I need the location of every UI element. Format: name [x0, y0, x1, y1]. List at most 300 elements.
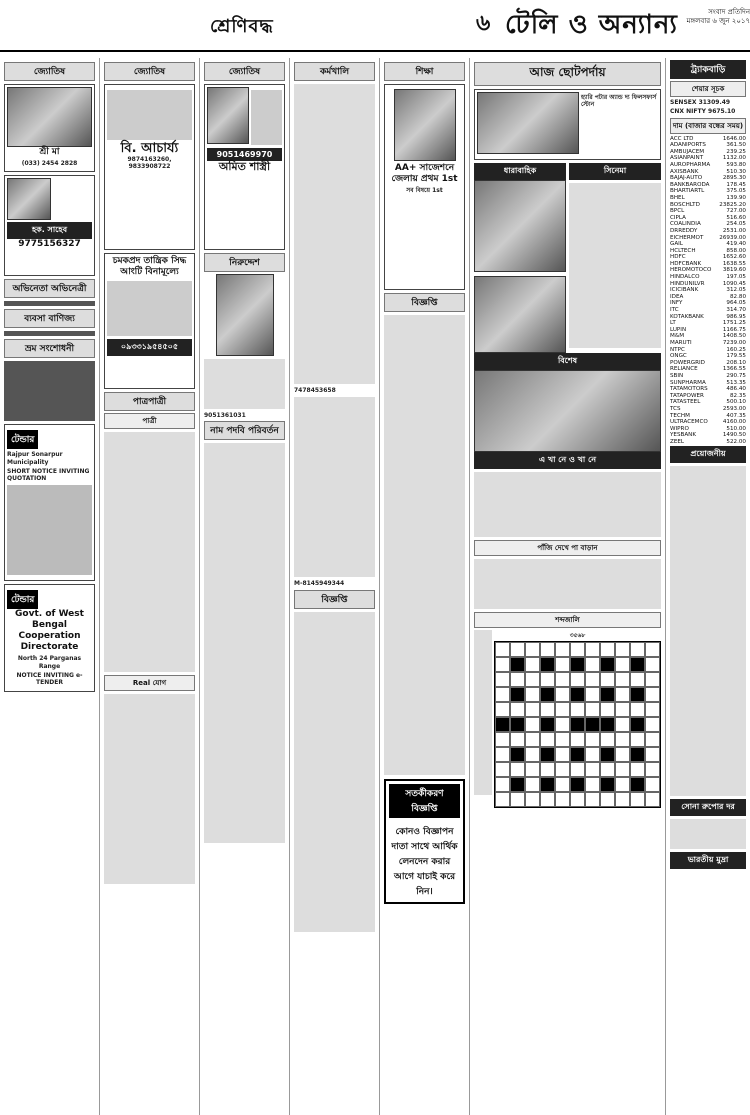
- col4-notice-heading: বিজ্ঞপ্তি: [294, 590, 375, 609]
- crossword-cell: [540, 672, 555, 687]
- stock-price: 239.25: [726, 148, 746, 155]
- shastri-photo: [207, 87, 249, 144]
- now-heading: এ খা নে ও খা নে: [474, 452, 661, 469]
- crossword-cell: [525, 777, 540, 792]
- crossword-cell: [585, 687, 600, 702]
- stock-row: [670, 439, 746, 446]
- astro-ad-2-name: হক. সাহেব: [7, 222, 92, 239]
- stock-row: [670, 195, 746, 202]
- stock-row: [670, 254, 746, 261]
- stock-price: 82.80: [729, 293, 746, 300]
- stock-price: 82.35: [729, 392, 746, 399]
- crossword-cell: [630, 777, 645, 792]
- crossword-cell: [570, 687, 585, 702]
- stock-name: INFY: [670, 300, 683, 307]
- crossword-cell: [615, 732, 630, 747]
- column-4: [290, 58, 380, 1115]
- crossword-cell: [615, 747, 630, 762]
- stock-row: [670, 413, 746, 420]
- crossword-cell: [615, 687, 630, 702]
- stock-name: GAIL: [670, 241, 683, 248]
- crossword-cell: [495, 642, 510, 657]
- stock-row: [670, 373, 746, 380]
- crossword-cell: [630, 732, 645, 747]
- crossword-cell: [495, 792, 510, 807]
- acharya-name: বি. আচার্য্য: [120, 141, 179, 156]
- stock-price: 208.10: [726, 359, 746, 366]
- stock-row: [670, 235, 746, 242]
- crossword-cell: [555, 792, 570, 807]
- crossword-cell: [630, 672, 645, 687]
- stock-row: [670, 274, 746, 281]
- stock-list: [670, 136, 746, 446]
- crossword-cell: [495, 747, 510, 762]
- stock-row: [670, 353, 746, 360]
- crossword-cell: [630, 642, 645, 657]
- now-text: [474, 472, 661, 537]
- stock-row: [670, 340, 746, 347]
- stock-price: 407.35: [726, 412, 746, 419]
- crossword-cell: [510, 792, 525, 807]
- useful-list: [670, 466, 746, 796]
- stock-name: YESBANK: [670, 432, 697, 439]
- column-3: [200, 58, 290, 1115]
- stock-row: [670, 188, 746, 195]
- edu-phone: M-8145949344: [294, 580, 345, 588]
- crossword-cell: [495, 687, 510, 702]
- crossword-cell: [525, 642, 540, 657]
- matrimonial-heading: পাত্রপাত্রী: [104, 392, 195, 411]
- astro-ad-2: [4, 175, 95, 276]
- tender-title: SHORT NOTICE INVITING QUOTATION: [7, 467, 90, 483]
- text-block: [4, 301, 95, 306]
- crossword-cell: [555, 657, 570, 672]
- teacher-photo: [394, 89, 456, 161]
- crossword-cell: [645, 792, 660, 807]
- tender-body: [7, 485, 92, 575]
- real-subheading: Real যোগ: [104, 675, 195, 691]
- crossword-cell: [615, 792, 630, 807]
- page-number: ৬: [476, 11, 491, 36]
- crossword-cell: [495, 672, 510, 687]
- crossword-cell: [585, 762, 600, 777]
- stock-row: [670, 419, 746, 426]
- crossword-cell: [645, 702, 660, 717]
- stock-price: 516.60: [726, 214, 746, 221]
- crossword-cell: [645, 687, 660, 702]
- stock-price: 2531.00: [722, 227, 746, 234]
- crossword-cell: [645, 762, 660, 777]
- stock-row: [670, 241, 746, 248]
- stock-name: HINDALCO: [670, 274, 700, 281]
- panji-text: [474, 559, 661, 609]
- serial-cinema-row: [474, 163, 661, 353]
- stock-row: [670, 393, 746, 400]
- namechange-list: [204, 443, 285, 843]
- stock-row: [670, 333, 746, 340]
- stock-price: 1366.55: [722, 366, 746, 373]
- stock-name: AMBUJACEM: [670, 148, 705, 155]
- crossword-cell: [540, 777, 555, 792]
- crossword-cell: [600, 642, 615, 657]
- stock-price: 1408.50: [722, 333, 746, 340]
- astro-ad-1-phone: (033) 2454 2828: [21, 160, 78, 167]
- job-phone: 7478453658: [294, 387, 336, 394]
- warning-title: সতর্কীকরণ বিজ্ঞপ্তি: [389, 784, 460, 818]
- stock-name: SUNPHARMA: [670, 379, 706, 386]
- crossword-cell: [540, 792, 555, 807]
- stock-row: [670, 221, 746, 228]
- stock-row: [670, 175, 746, 182]
- correction-heading: ভ্রম সংশোধনী: [4, 339, 95, 358]
- matrimonial-list-2: [104, 694, 195, 884]
- stock-price: 1638.55: [722, 260, 746, 267]
- stock-name: HDFCBANK: [670, 260, 702, 267]
- stock-row: [670, 314, 746, 321]
- cinema-col: [569, 163, 661, 353]
- crossword-cell: [630, 657, 645, 672]
- stock-name: CIPLA: [670, 214, 687, 221]
- crossword-cell: [630, 762, 645, 777]
- tender2-dir: Cooperation Directorate: [18, 631, 81, 653]
- stock-name: KOTAKBANK: [670, 313, 704, 320]
- crossword-cell: [555, 732, 570, 747]
- crossword-cell: [600, 717, 615, 732]
- serial-photo-2: [474, 276, 566, 353]
- crossword-cell: [570, 747, 585, 762]
- stock-price: 986.95: [726, 313, 746, 320]
- today-heading: আজ ছোটপর্দায়: [474, 62, 661, 86]
- gold-list: [670, 819, 746, 849]
- crossword-cell: [645, 747, 660, 762]
- stock-price: 290.75: [726, 372, 746, 379]
- crossword-cell: [555, 777, 570, 792]
- crossword-wrap: [494, 630, 661, 808]
- crossword-heading: শব্দজালি: [474, 612, 661, 628]
- stock-name: RELIANCE: [670, 366, 698, 373]
- acharya-phone: 9874163260, 9833908722: [127, 156, 172, 171]
- stock-name: ADANIPORTS: [670, 142, 706, 149]
- crossword-cell: [585, 732, 600, 747]
- tender-org: Rajpur Sonarpur Municipality: [7, 451, 63, 466]
- notice-text: [294, 612, 375, 932]
- masthead-name: সংবাদ প্রতিদিন: [708, 8, 750, 16]
- stock-name: BHEL: [670, 194, 685, 201]
- stock-name: COALINDIA: [670, 221, 701, 228]
- crossword-cell: [510, 642, 525, 657]
- tender-box-1: [4, 424, 95, 581]
- page-header: [0, 0, 750, 56]
- stock-price: 179.55: [726, 353, 746, 360]
- crossword-cell: [645, 777, 660, 792]
- stock-price: 375.05: [726, 188, 746, 195]
- tender2-org: Govt. of West Bengal: [15, 609, 84, 631]
- stock-row: [670, 142, 746, 149]
- stock-name: BOSCHLTD: [670, 201, 700, 208]
- tender2-title: NOTICE INVITING e-TENDER: [16, 672, 83, 687]
- stock-name: ASIANPAINT: [670, 155, 704, 162]
- crossword-cell: [600, 657, 615, 672]
- cinema-heading: সিনেমা: [569, 163, 661, 180]
- stock-price: 1646.00: [722, 135, 746, 142]
- stock-price: 312.05: [726, 287, 746, 294]
- stock-row: [670, 432, 746, 439]
- crossword-cell: [570, 732, 585, 747]
- col4-heading: কর্মখালি: [294, 62, 375, 81]
- stock-name: TATAPOWER: [670, 392, 704, 399]
- masthead-date: মঙ্গলবার ৬ জুন ২০১৭: [686, 17, 750, 25]
- stock-price: 510.30: [726, 168, 746, 175]
- stock-price: 139.90: [726, 194, 746, 201]
- jobs-list-2: [294, 397, 375, 577]
- crossword-cell: [570, 762, 585, 777]
- stock-row: [670, 320, 746, 327]
- crossword-cell: [615, 702, 630, 717]
- matrimonial-list: [104, 432, 195, 672]
- stock-price: 727.00: [726, 208, 746, 215]
- stock-price: 486.40: [726, 386, 746, 393]
- business-heading: ব্যবসা বাণিজ্য: [4, 309, 95, 328]
- movie-box: [474, 89, 661, 160]
- stock-name: AXISBANK: [670, 168, 699, 175]
- section-title: টেলি ও অন্যান্য: [505, 10, 678, 40]
- crossword-cell: [645, 717, 660, 732]
- stock-row: [670, 281, 746, 288]
- crossword-area: [474, 630, 661, 808]
- crossword-cell: [600, 732, 615, 747]
- stock-name: HDFC: [670, 254, 686, 261]
- tantrik-title: চমকপ্রদ তান্ত্রিক সিদ্ধ আংটি বিনামূল্যে: [112, 256, 187, 277]
- crossword-cell: [540, 732, 555, 747]
- crossword-cell: [585, 702, 600, 717]
- crossword-cell: [645, 672, 660, 687]
- stock-name: ZEEL: [670, 438, 685, 445]
- stock-row: [670, 169, 746, 176]
- crossword-cell: [570, 702, 585, 717]
- crossword-cell: [600, 747, 615, 762]
- stock-price: 964.05: [726, 300, 746, 307]
- column-5: [380, 58, 470, 1115]
- stock-row: [670, 294, 746, 301]
- crossword-cell: [510, 732, 525, 747]
- stock-row: [670, 399, 746, 406]
- tender-label-2: টেন্ডার: [7, 590, 38, 609]
- stock-name: POWERGRID: [670, 359, 705, 366]
- stock-price: 1166.75: [722, 326, 746, 333]
- warning-box: [384, 779, 465, 904]
- stock-price: 7239.00: [722, 340, 746, 346]
- crossword-cell: [525, 762, 540, 777]
- crossword-cell: [510, 777, 525, 792]
- stock-price: 314.70: [726, 307, 746, 314]
- serial-col: [474, 163, 566, 353]
- crossword-cell: [585, 792, 600, 807]
- crossword-cell: [495, 702, 510, 717]
- header-rule: [0, 50, 750, 52]
- crossword-cell: [630, 717, 645, 732]
- warning-body: কোনও বিজ্ঞাপন দাতা সাথে আর্থিক লেনদেন করার আগে যাচাই করে নিন।: [391, 827, 458, 897]
- crossword-cell: [645, 732, 660, 747]
- crossword-cell: [555, 762, 570, 777]
- stock-price: 858.00: [726, 247, 746, 254]
- stock-price: 500.10: [726, 399, 746, 406]
- crossword-cell: [525, 687, 540, 702]
- crossword-cell: [510, 747, 525, 762]
- tender2-dist: North 24 Parganas Range: [17, 655, 82, 670]
- stock-name: WIPRO: [670, 425, 689, 432]
- stock-price: 1490.50: [722, 432, 746, 439]
- sensex: SENSEX 31309.49: [670, 99, 731, 106]
- bride-subheading: পাত্রী: [104, 413, 195, 429]
- price-heading: দাম (বাজার বন্ধের সময়): [670, 118, 746, 134]
- stock-name: ACC LTD: [670, 135, 694, 142]
- crossword-cell: [615, 672, 630, 687]
- edu-ad-sub: সব বিষয়ে 1st: [406, 187, 443, 194]
- stock-name: LT: [670, 320, 676, 327]
- crossword-cell: [555, 672, 570, 687]
- stock-name: ULTRACEMCO: [670, 419, 708, 426]
- crossword-cell: [585, 747, 600, 762]
- stock-name: HINDUNILVR: [670, 280, 705, 287]
- stock-row: [670, 406, 746, 413]
- astro-ad-1-name: শ্রী মা: [39, 147, 60, 157]
- stock-name: ICICIBANK: [670, 287, 699, 294]
- stock-name: TATASTEEL: [670, 399, 701, 406]
- stock-name: HCLTECH: [670, 247, 696, 254]
- stock-name: BPCL: [670, 208, 685, 215]
- tantrik-phone: ০৯৩৩১৯৫৪৫০৫: [107, 339, 192, 356]
- crossword-cell: [615, 762, 630, 777]
- crossword-cell: [615, 717, 630, 732]
- stock-row: [670, 287, 746, 294]
- astro-photo-2: [7, 178, 51, 220]
- crossword-cell: [600, 672, 615, 687]
- crossword-cell: [585, 657, 600, 672]
- crossword-grid: [494, 641, 661, 808]
- crossword-cell: [495, 657, 510, 672]
- crossword-cell: [585, 672, 600, 687]
- header-meta: [676, 8, 750, 26]
- stock-name: ITC: [670, 307, 679, 314]
- useful-heading: প্রয়োজনীয়: [670, 446, 746, 463]
- stock-row: [670, 149, 746, 156]
- stock-name: TATAMOTORS: [670, 386, 708, 393]
- col5-heading: শিক্ষা: [384, 62, 465, 81]
- stock-price: 1090.45: [722, 280, 746, 287]
- actors-heading: অভিনেতা অভিনেত্রী: [4, 279, 95, 298]
- stock-row: [670, 426, 746, 433]
- stock-row: [670, 267, 746, 274]
- crossword-cell: [600, 762, 615, 777]
- stock-row: [670, 155, 746, 162]
- notice-heading: বিজ্ঞপ্তি: [384, 293, 465, 312]
- stock-row: [670, 228, 746, 235]
- stock-name: LUPIN: [670, 326, 687, 333]
- crossword-cell: [600, 687, 615, 702]
- movie-title: হ্যারি পটার অ্যান্ড দ্য ফিলসফার্স স্টোন: [581, 94, 657, 109]
- stock-price: 419.40: [726, 241, 746, 248]
- tender-box-2: [4, 584, 95, 691]
- stock-name: BHARTIARTL: [670, 188, 705, 195]
- crossword-cell: [555, 747, 570, 762]
- crossword-cell: [555, 687, 570, 702]
- stock-name: BANKBARODA: [670, 181, 710, 188]
- crossword-cell: [510, 672, 525, 687]
- special-photo: [474, 370, 661, 452]
- crossword-cell: [540, 687, 555, 702]
- market-heading: শেয়ার সূচক: [670, 81, 746, 97]
- stock-row: [670, 162, 746, 169]
- stock-row: [670, 327, 746, 334]
- stock-row: [670, 202, 746, 209]
- ad-text: [251, 90, 282, 145]
- stock-row: [670, 300, 746, 307]
- crossword-cell: [555, 717, 570, 732]
- stock-row: [670, 215, 746, 222]
- stock-price: 1751.25: [722, 320, 746, 327]
- shastri-ad: [204, 84, 285, 250]
- edu-ad-title: AA+ সাজেশনে জেলায় প্রথম 1st: [391, 163, 458, 184]
- stock-price: 4160.00: [722, 419, 746, 426]
- tantrik-ad: [104, 253, 195, 389]
- crossword-cell: [630, 792, 645, 807]
- crossword-cell: [585, 717, 600, 732]
- stock-row: [670, 182, 746, 189]
- gold-heading: সোনা রুপোর দর: [670, 799, 746, 816]
- missing-text: [204, 359, 285, 409]
- crossword-cell: [645, 657, 660, 672]
- crossword-clues: [474, 630, 492, 795]
- jobs-list: [294, 84, 375, 384]
- movie-photo: [477, 92, 579, 154]
- stock-row: [670, 307, 746, 314]
- crossword-cell: [570, 657, 585, 672]
- cinema-list: [569, 183, 661, 348]
- crossword-cell: [525, 702, 540, 717]
- crossword-cell: [570, 642, 585, 657]
- crossword-cell: [495, 732, 510, 747]
- col3-heading: জ্যোতিষ: [204, 62, 285, 81]
- stock-row: [670, 248, 746, 255]
- crossword-cell: [525, 657, 540, 672]
- stock-name: TECHM: [670, 412, 690, 419]
- ticker-heading: ট্র্যাকবাড়ি: [670, 60, 746, 79]
- stock-name: AUROPHARMA: [670, 161, 711, 168]
- stock-name: NTPC: [670, 346, 685, 353]
- stock-price: 2895.30: [722, 175, 746, 182]
- crossword-cell: [615, 642, 630, 657]
- text-block: [4, 331, 95, 336]
- stock-name: M&M: [670, 333, 685, 340]
- stock-price: 513.35: [726, 379, 746, 386]
- nifty: CNX NIFTY 9675.10: [670, 108, 736, 116]
- namechange-heading: নাম পদবি পরিবর্তন: [204, 421, 285, 440]
- crossword-cell: [570, 777, 585, 792]
- crossword-cell: [585, 642, 600, 657]
- crossword-cell: [495, 762, 510, 777]
- column-1: [0, 58, 100, 1115]
- stock-name: ONGC: [670, 353, 687, 360]
- stock-name: TCS: [670, 405, 681, 412]
- text-block: [4, 361, 95, 421]
- stock-price: 197.05: [726, 274, 746, 281]
- stock-name: DRREDDY: [670, 227, 698, 234]
- crossword-cell: [630, 702, 645, 717]
- crossword-cell: [525, 732, 540, 747]
- crossword-cell: [525, 792, 540, 807]
- crossword-cell: [570, 792, 585, 807]
- stock-price: 1132.00: [722, 155, 746, 162]
